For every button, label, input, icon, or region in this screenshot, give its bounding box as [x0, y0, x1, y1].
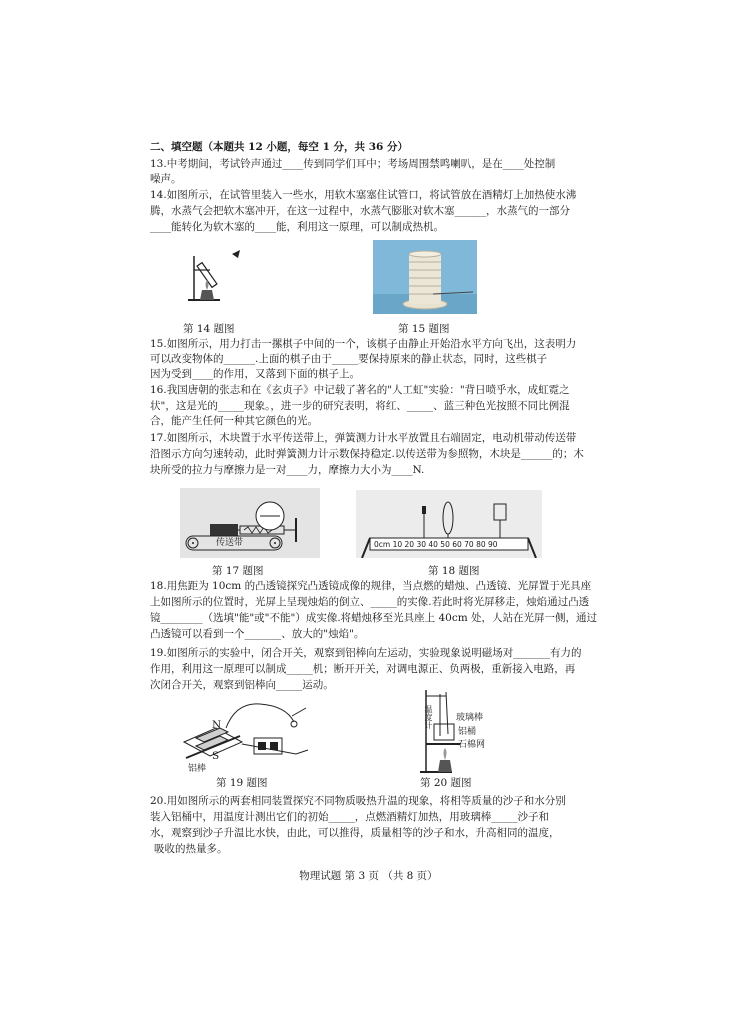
q18-line-3: 镜________（选填"能"或"不能"）成实像.将蜡烛移至光具座上 40cm 处，人站在光屏一侧，通过 [150, 612, 598, 624]
q14-line-3: ____能转化为软木塞的____能，利用这一原理，可以制成热机。 [150, 221, 444, 233]
q14-line-2: 腾，水蒸气会把软木塞冲开，在这一过程中，水蒸气膨胀对软木塞______，水蒸气的一部分 [150, 205, 570, 217]
q13-line-1: 13.中考期间，考试铃声通过____传到同学们耳中；考场周围禁鸣喇叭，是在____处控制 [150, 158, 556, 170]
fig15-caption: 第 15 题图 [398, 323, 450, 335]
section-heading: 二、填空题（本题共 12 小题，每空 1 分，共 36 分） [150, 141, 408, 153]
q15-line-1: 15.如图所示，用力打击一摞棋子中间的一个，该棋子由静止开始沿水平方向飞出，这表明力 [150, 338, 577, 350]
fig19-caption: 第 19 题图 [216, 777, 268, 789]
fig19-label-s: S [212, 750, 220, 762]
q20-line-1: 20.用如图所示的两套相同装置探究不同物质吸热升温的现象，将相等质量的沙子和水分别 [150, 795, 566, 807]
fig20-label-gauze: 石棉网 [458, 740, 486, 750]
fig18-caption: 第 18 题图 [428, 565, 480, 577]
fig14-illustration [180, 246, 250, 304]
fig17-caption: 第 17 题图 [212, 565, 264, 577]
q18-line-1: 18.用焦距为 10cm 的凸透镜探究凸透镜成像的规律，当点燃的蜡烛、凸透镜、光屏置于光具座 [150, 580, 592, 592]
q20-line-3: 水，观察到沙子升温比水快，由此，可以推得，质量相等的沙子和水，升高相同的温度， [150, 827, 560, 839]
q19-line-1: 19.如图所示的实验中，闭合开关，观察到铝棒向左运动，实验现象说明磁场对_______有力的 [150, 647, 582, 659]
q15-line-3: 因为受到____的作用，又落到下面的棋子上。 [150, 368, 360, 380]
q16-line-3: 合，能产生任何一种其它颜色的光。 [150, 415, 318, 427]
q20-line-4: 吸收的热量多。 [154, 843, 228, 855]
fig20-label-glass-rod: 玻璃棒 [456, 713, 484, 723]
q17-line-3: 块所受的拉力与摩擦力是一对____力，摩擦力大小为____N. [150, 464, 425, 476]
q16-line-2: 状"，这是光的_____现象。，进一步的研究表明，将红、_____、蓝三种色光按照不同比例混 [150, 400, 570, 412]
fig20-label-cup: 铝桶 [458, 727, 477, 737]
page-footer: 物理试题 第 3 页 （共 8 页） [299, 870, 438, 882]
q17-line-1: 17.如图所示，木块置于水平传送带上，弹簧测力计水平放置且右端固定，电动机带动传送带 [150, 432, 577, 444]
fig19-label-rod: 铝棒 [188, 764, 207, 774]
q19-line-3: 次闭合开关，观察到铝棒向_____运动。 [150, 679, 334, 691]
q15-line-2: 可以改变物体的______.上面的棋子由于_____要保持原来的静止状态，同时，这些棋子 [150, 353, 548, 365]
q19-line-2: 作用，利用这一原理可以制成_____机；断开开关，对调电源正、负两极，重新接入电路，再 [150, 663, 576, 675]
q13-line-2: 噪声。 [150, 173, 182, 185]
q20-line-2: 装入铝桶中，用温度计测出它们的初始_____，点燃酒精灯加热，用玻璃棒_____沙子和 [150, 811, 549, 823]
fig17-belt-label: 传送带 [216, 538, 244, 548]
fig17-illustration [180, 488, 320, 558]
fig14-caption: 第 14 题图 [183, 323, 235, 335]
fig19-label-n: N [212, 719, 222, 731]
fig20-label-thermometer: 温度计 [424, 705, 433, 729]
q16-line-1: 16.我国唐朝的张志和在《玄贞子》中记载了著名的"人工虹"实验："背日喷乎水，成虹霓之 [150, 384, 570, 396]
q14-line-1: 14.如图所示，在试管里装入一些水，用软木塞塞住试管口，将试管放在酒精灯上加热使水沸 [150, 189, 577, 201]
q17-line-2: 沿图示方向匀速转动，此时弹簧测力计示数保持稳定.以传送带为参照物，木块是______的；木 [150, 448, 584, 460]
q18-line-4: 凸透镜可以看到一个_______、放大的"烛焰"。 [150, 628, 365, 640]
fig15-photo [373, 240, 477, 314]
fig18-ruler-scale: 0cm 10 20 30 40 50 60 70 80 90 [374, 540, 498, 549]
q18-line-2: 上如图所示的位置时，光屏上呈现烛焰的倒立、_____的实像.若此时将光屏移走，烛焰通过凸透 [150, 596, 590, 608]
fig20-caption: 第 20 题图 [420, 777, 472, 789]
